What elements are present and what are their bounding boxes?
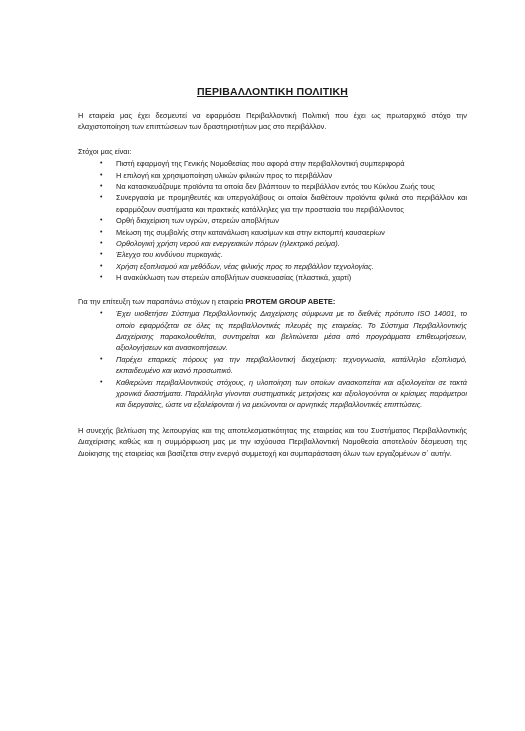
goals-list — [78, 158, 467, 283]
bullet-icon: • — [100, 194, 103, 202]
bullet-icon: • — [100, 171, 103, 179]
bullet-icon: • — [100, 378, 103, 386]
achieve-statement: Για την επίτευξη των παραπάνω στόχων η εταιρεία PROTEM GROUP ABETE: — [78, 296, 336, 306]
goal-item: • Συνεργασία με προμηθευτές και υπεργολάβους οι οποίοι διαθέτουν προϊόντα φιλικά στο περιβάλλον και εφαρμόζουν συστήματα και πρακτικές κατάλληλες για την προστασία του περιβάλλοντος — [100, 193, 467, 214]
intro-paragraph: Η εταιρεία μας έχει δεσμευτεί να εφαρμόσει Περιβαλλοντική Πολιτική που έχει ως πρωταρχικό στόχο την ελαχιστοποίηση των επιπτώσεων των δραστηριοτήτων μας στο περιβάλλον. — [78, 111, 467, 132]
measure-item: • Παρέχει επαρκείς πόρους για την περιβαλλοντική διαχείριση: τεχνογνωσία, κατάλληλο εξοπλισμό, εκπαιδευμένο και ικανό προσωπικό. — [100, 354, 467, 376]
bullet-icon: • — [100, 310, 103, 318]
bullet-icon: • — [100, 262, 103, 270]
bullet-icon: • — [100, 251, 103, 259]
measures-list — [78, 308, 467, 411]
goal-item: • Ορθολογική χρήση νερού και ενεργειακών πόρων (ηλεκτρικό ρεύμα). — [100, 239, 340, 249]
bullet-icon: • — [100, 274, 103, 282]
closing-paragraph: Η συνεχής βελτίωση της λειτουργίας και της αποτελεσματικότητας της εταιρείας και του Συστήματος Περιβαλλοντικής Διαχείρισης καθώς και η συμμόρφωση μας με την ισχύουσα Περιβαλλοντική Νομοθεσία αποτελούν δέσμευση της Διοίκησης της εταιρείας και βασίζεται στην ενεργό συμμετοχή και συμπαράσταση όλων των εργαζομένων σ΄ αυτήν. — [78, 425, 467, 458]
goal-item: • Η επιλογή και χρησιμοποίηση υλικών φιλικών προς το περιβάλλον — [100, 170, 333, 180]
measure-item: • Έχει υιοθετήσει Σύστημα Περιβαλλοντικής Διαχείρισης σύμφωνα με το διεθνές πρότυπο ISO 14001, το οποίο εφαρμόζεται σε όλες τις περιβαλλοντικές πλευρές της εταιρείας. Το Σύστημα Περιβαλλοντικής Διαχείρισης παρακολουθείται, συντηρείται και βελτιώνεται μέσα από προγράμματα επιθεωρήσεων, αξιολογήσεων και ανασκοπήσεων. — [100, 309, 467, 353]
bullet-icon: • — [100, 240, 103, 248]
bullet-icon: • — [100, 355, 103, 363]
bullet-icon: • — [100, 217, 103, 225]
goal-item: • Χρήση εξοπλισμού και μεθόδων, νέας φιλικής προς το περιβάλλον τεχνολογίας. — [100, 261, 374, 271]
goal-item: • Ορθή διαχείριση των υγρών, στερεών αποβλήτων — [100, 216, 279, 226]
goal-item: • Έλεγχο του κινδύνου πυρκαγιάς. — [100, 250, 223, 260]
page-title: ΠΕΡΙΒΑΛΛΟΝΤΙΚΗ ΠΟΛΙΤΙΚΗ — [196, 86, 349, 98]
goal-item: • Να κατασκευάζουμε προϊόντα τα οποία δεν βλάπτουν το περιβάλλον εντός του Κύκλου Ζωής τους — [100, 182, 435, 192]
goal-item: • Η ανακύκλωση των στερεών αποβλήτων συσκευασίας (πλαστικά, χαρτί) — [100, 273, 352, 283]
company-name: PROTEM GROUP ABETE: — [245, 296, 336, 306]
bullet-icon: • — [100, 228, 103, 236]
goals-label: Στόχοι μας είναι: — [78, 146, 132, 156]
bullet-icon: • — [100, 160, 103, 168]
goal-item: • Μείωση της συμβολής στην κατανάλωση καυσίμων και στην εκπομπή καυσαερίων — [100, 227, 385, 237]
measure-item: • Καθιερώνει περιβαλλοντικούς στόχους, η υλοποίηση των οποίων ανασκοπείται και αξιολογείται σε τακτά χρονικά διαστήματα. Παράλληλα γίνονται συστηματικές μετρήσεις και αξιολογούνται οι κρίσιμες παράμετροι και διεργασίες, ώστε να εξαλείφονται ή να μειώνονται οι αρνητικές περιβαλλοντικές επιπτώσεις. — [100, 377, 467, 410]
bullet-icon: • — [100, 183, 103, 191]
goal-item: • Πιστή εφαρμογή της Γενικής Νομοθεσίας που αφορά στην περιβαλλοντική συμπεριφορά — [100, 159, 405, 169]
